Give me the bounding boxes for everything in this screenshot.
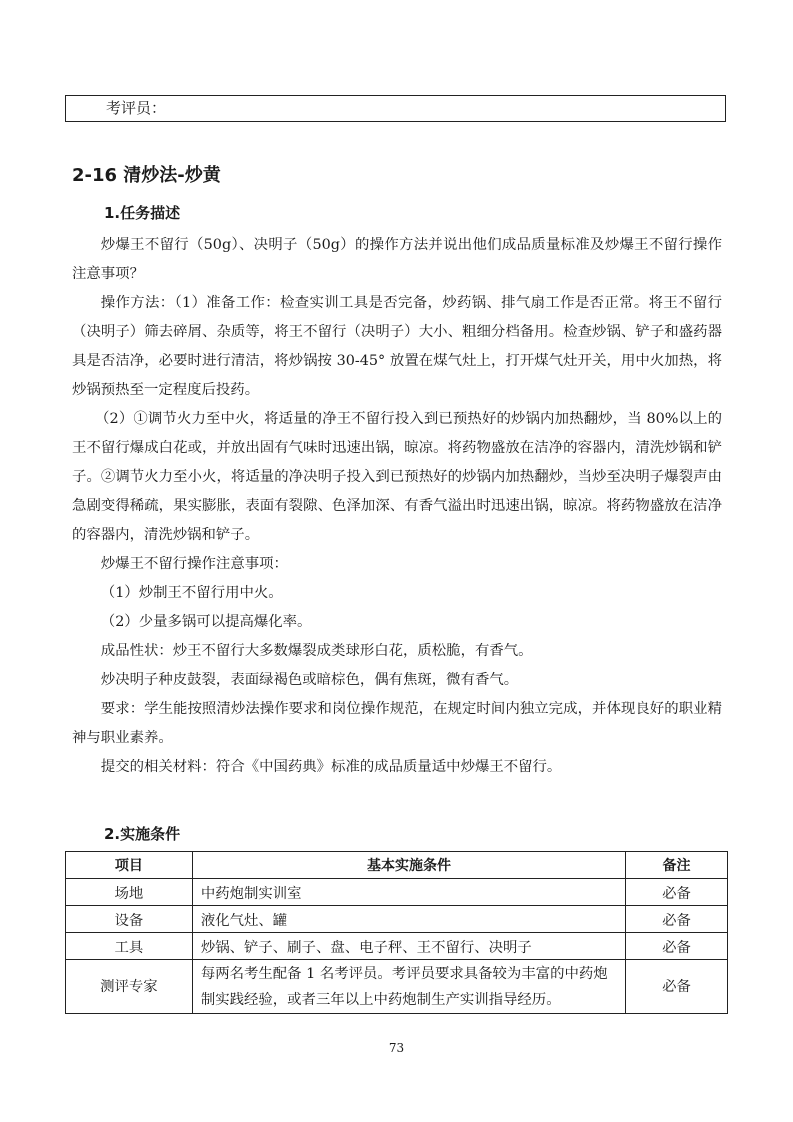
- column-header-conditions: 基本实施条件: [192, 852, 625, 879]
- conditions-heading: 2.实施条件: [104, 825, 181, 843]
- table-row: [66, 960, 728, 1014]
- table-cell-conditions: 中药炮制实训室: [192, 879, 625, 906]
- table-header-row: [66, 852, 728, 879]
- table-cell-item: 场地: [66, 879, 193, 906]
- task-question: 炒爆王不留行（50g）、决明子（50g）的操作方法并说出他们成品质量标准及炒爆王不留行操作注意事项？: [72, 237, 722, 282]
- precautions-heading: 炒爆王不留行操作注意事项：: [100, 556, 288, 572]
- table-row: [66, 906, 728, 933]
- page-number: 73: [388, 1041, 405, 1055]
- procedure-steps: （2）①调节火力至中火，将适量的净王不留行投入到已预热好的炒锅内加热翻炒，当 80%以上的王不留行爆成白花或，并放出固有气味时迅速出锅，晾凉。将药物盛放在洁净的容器内，清洗炒锅和铲子。②调节火力至小火，将适量的净决明子投入到已预热好的炒锅内加热翻炒，当炒至决明子爆裂声由急剧变得稀疏，果实膨胀，表面有裂隙、色泽加深、有香气溢出时迅速出锅，晾凉。将药物盛放在洁净的容器内，清洗炒锅和铲子。: [72, 411, 722, 543]
- product-characteristics-cassia: 炒决明子种皮鼓裂，表面绿褐色或暗棕色，偶有焦斑，微有香气。: [100, 672, 519, 688]
- requirements: 要求：学生能按照清炒法操作要求和岗位操作规范，在规定时间内独立完成，并体现良好的职业精神与职业素养。: [72, 701, 722, 746]
- table-cell-conditions: 每两名考生配备 1 名考评员。考评员要求具备较为丰富的中药炮制实践经验，或者三年以上中药炮制生产实训指导经历。: [192, 960, 625, 1014]
- submission-materials: 提交的相关材料：符合《中国药典》标准的成品质量适中炒爆王不留行。: [100, 759, 562, 775]
- table-cell-remark: 必备: [626, 960, 728, 1014]
- table-cell-item: 设备: [66, 906, 193, 933]
- column-header-remark: 备注: [626, 852, 728, 879]
- table-cell-remark: 必备: [626, 879, 728, 906]
- table-cell-item: 工具: [66, 933, 193, 960]
- procedure-preparation: 操作方法：（1）准备工作：检查实训工具是否完备，炒药锅、排气扇工作是否正常。将王不留行（决明子）筛去碎屑、杂质等，将王不留行（决明子）大小、粗细分档备用。检查炒锅、铲子和盛药器具是否洁净，必要时进行清洁，将炒锅按 30-45° 放置在煤气灶上，打开煤气灶开关，用中火加热，将炒锅预热至一定程度后投药。: [72, 295, 722, 398]
- examiner-signature-box: [65, 95, 726, 122]
- table-cell-conditions: 液化气灶、罐: [192, 906, 625, 933]
- examiner-label: 考评员：: [106, 99, 167, 117]
- precaution-item: （1）炒制王不留行用中火。: [100, 585, 283, 601]
- table-cell-conditions: 炒锅、铲子、刷子、盘、电子秤、王不留行、决明子: [192, 933, 625, 960]
- table-row: [66, 933, 728, 960]
- task-heading: 1.任务描述: [104, 204, 181, 222]
- product-characteristics: 成品性状：炒王不留行大多数爆裂成类球形白花，质松脆，有香气。: [100, 643, 533, 659]
- table-cell-item: 测评专家: [66, 960, 193, 1014]
- section-title: 2-16 清炒法-炒黄: [72, 165, 221, 186]
- column-header-item: 项目: [66, 852, 193, 879]
- precaution-item: （2）少量多锅可以提高爆化率。: [100, 614, 312, 630]
- task-description: [72, 231, 722, 782]
- table-row: [66, 879, 728, 906]
- table-cell-remark: 必备: [626, 906, 728, 933]
- conditions-table: [65, 851, 728, 1014]
- table-cell-remark: 必备: [626, 933, 728, 960]
